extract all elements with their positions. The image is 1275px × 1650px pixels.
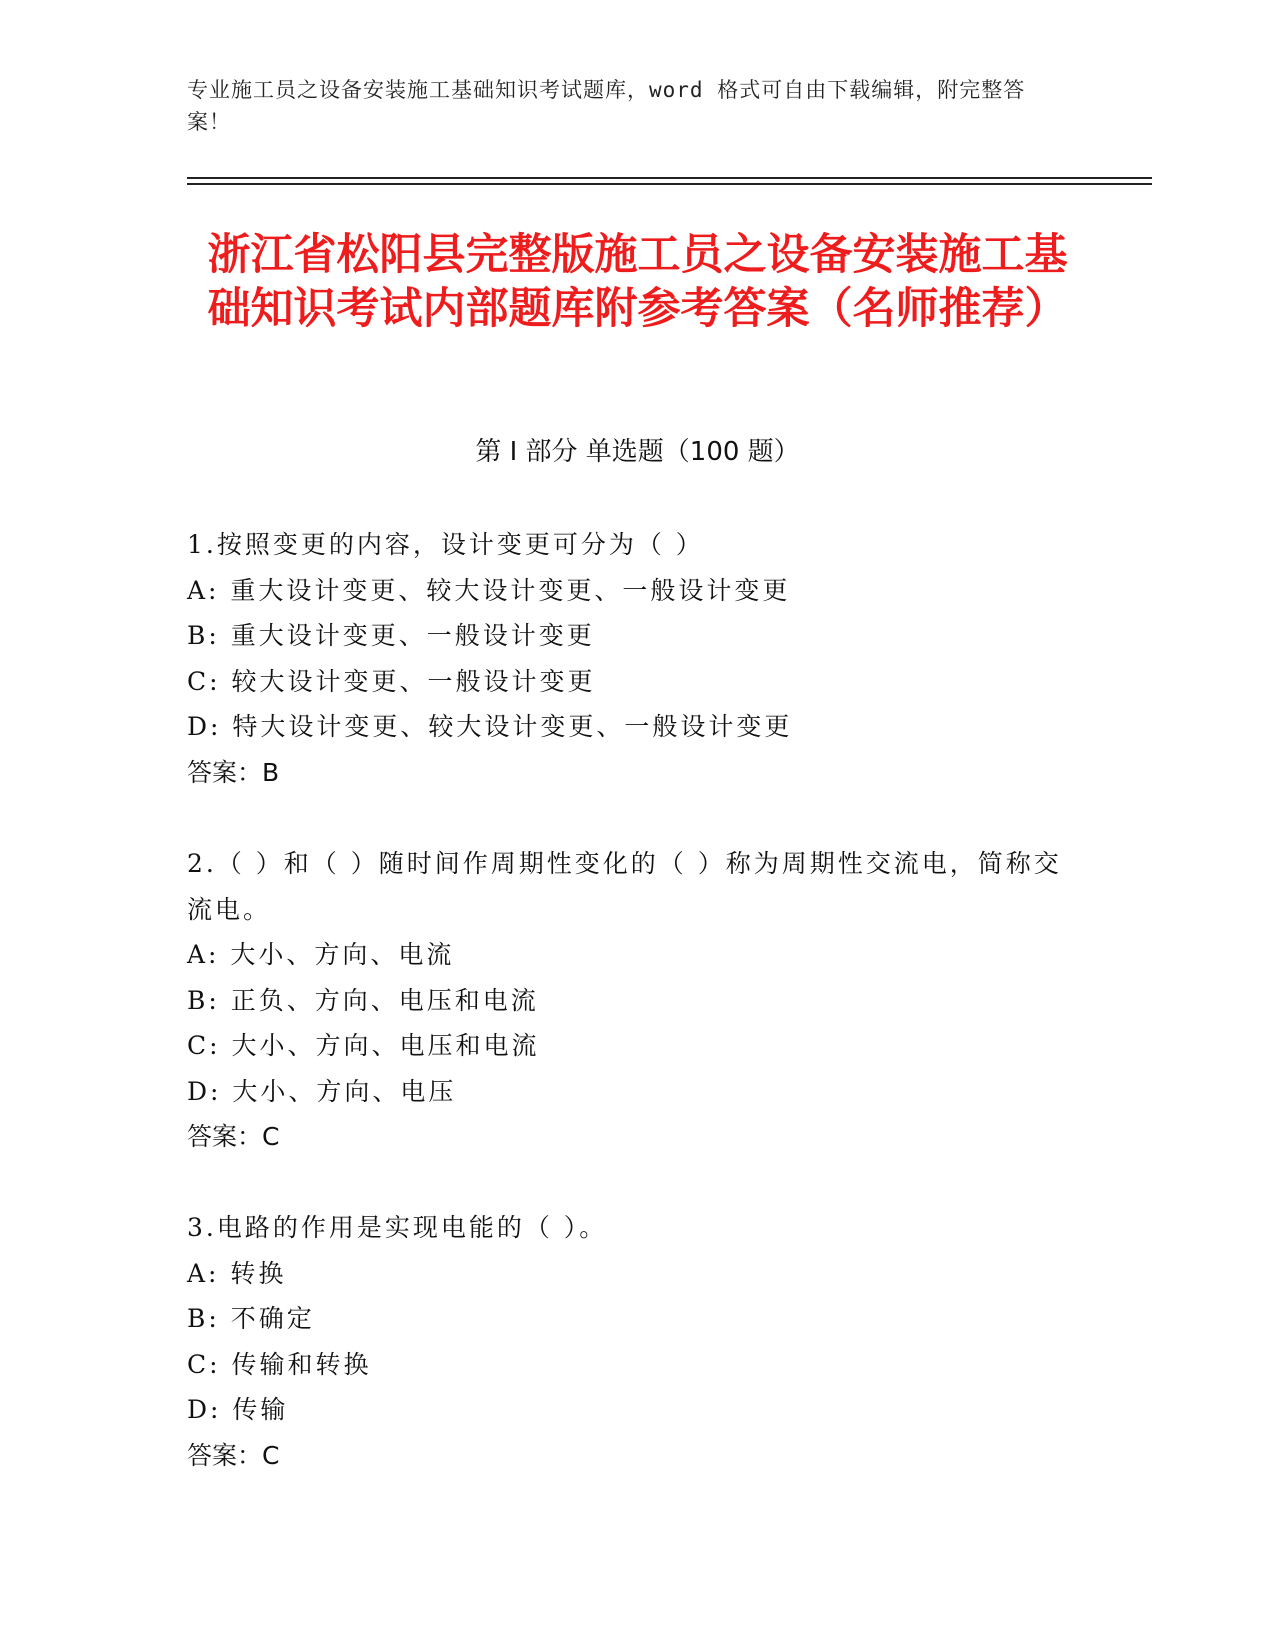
option-d: D: 特大设计变更、较大设计变更、一般设计变更 — [187, 712, 793, 741]
header-note: 专业施工员之设备安装施工基础知识考试题库，word 格式可自由下载编辑，附完整答案！ — [187, 78, 1026, 134]
option-c: C: 大小、方向、电压和电流 — [187, 1031, 540, 1060]
question-stem: 2.（ ）和（ ）随时间作周期性变化的（ ）称为周期性交流电，简称交流电。 — [187, 849, 1062, 924]
option-a: A: 重大设计变更、较大设计变更、一般设计变更 — [187, 575, 791, 605]
option-c: C: 传输和转换 — [187, 1349, 372, 1379]
option-b: B: 重大设计变更、一般设计变更 — [187, 621, 595, 650]
option-d: D: 传输 — [187, 1395, 289, 1424]
option-b: B: 正负、方向、电压和电流 — [187, 985, 539, 1015]
option-b: B: 不确定 — [187, 1304, 315, 1333]
question-stem: 1.按照变更的内容，设计变更可分为（ ） — [187, 530, 704, 559]
option-d: D: 大小、方向、电压 — [187, 1076, 457, 1106]
option-a: A: 转换 — [187, 1258, 287, 1288]
question-1 — [187, 522, 1087, 795]
section-heading: 第 I 部分 单选题（100 题） — [475, 437, 800, 467]
option-c: C: 较大设计变更、一般设计变更 — [187, 666, 596, 696]
answer-line: 答案：C — [187, 1122, 280, 1151]
document-title: 浙江省松阳县完整版施工员之设备安装施工基础知识考试内部题库附参考答案（名师推荐） — [207, 230, 1068, 334]
option-a: A: 大小、方向、电流 — [187, 940, 455, 969]
header-divider-top — [187, 177, 1152, 179]
answer-line: 答案：B — [187, 757, 280, 787]
question-2 — [187, 841, 1087, 1160]
question-3 — [187, 1205, 1087, 1478]
question-stem: 3.电路的作用是实现电能的（ ）。 — [187, 1213, 608, 1242]
answer-line: 答案：C — [187, 1440, 280, 1470]
header-divider-bottom — [187, 183, 1152, 185]
